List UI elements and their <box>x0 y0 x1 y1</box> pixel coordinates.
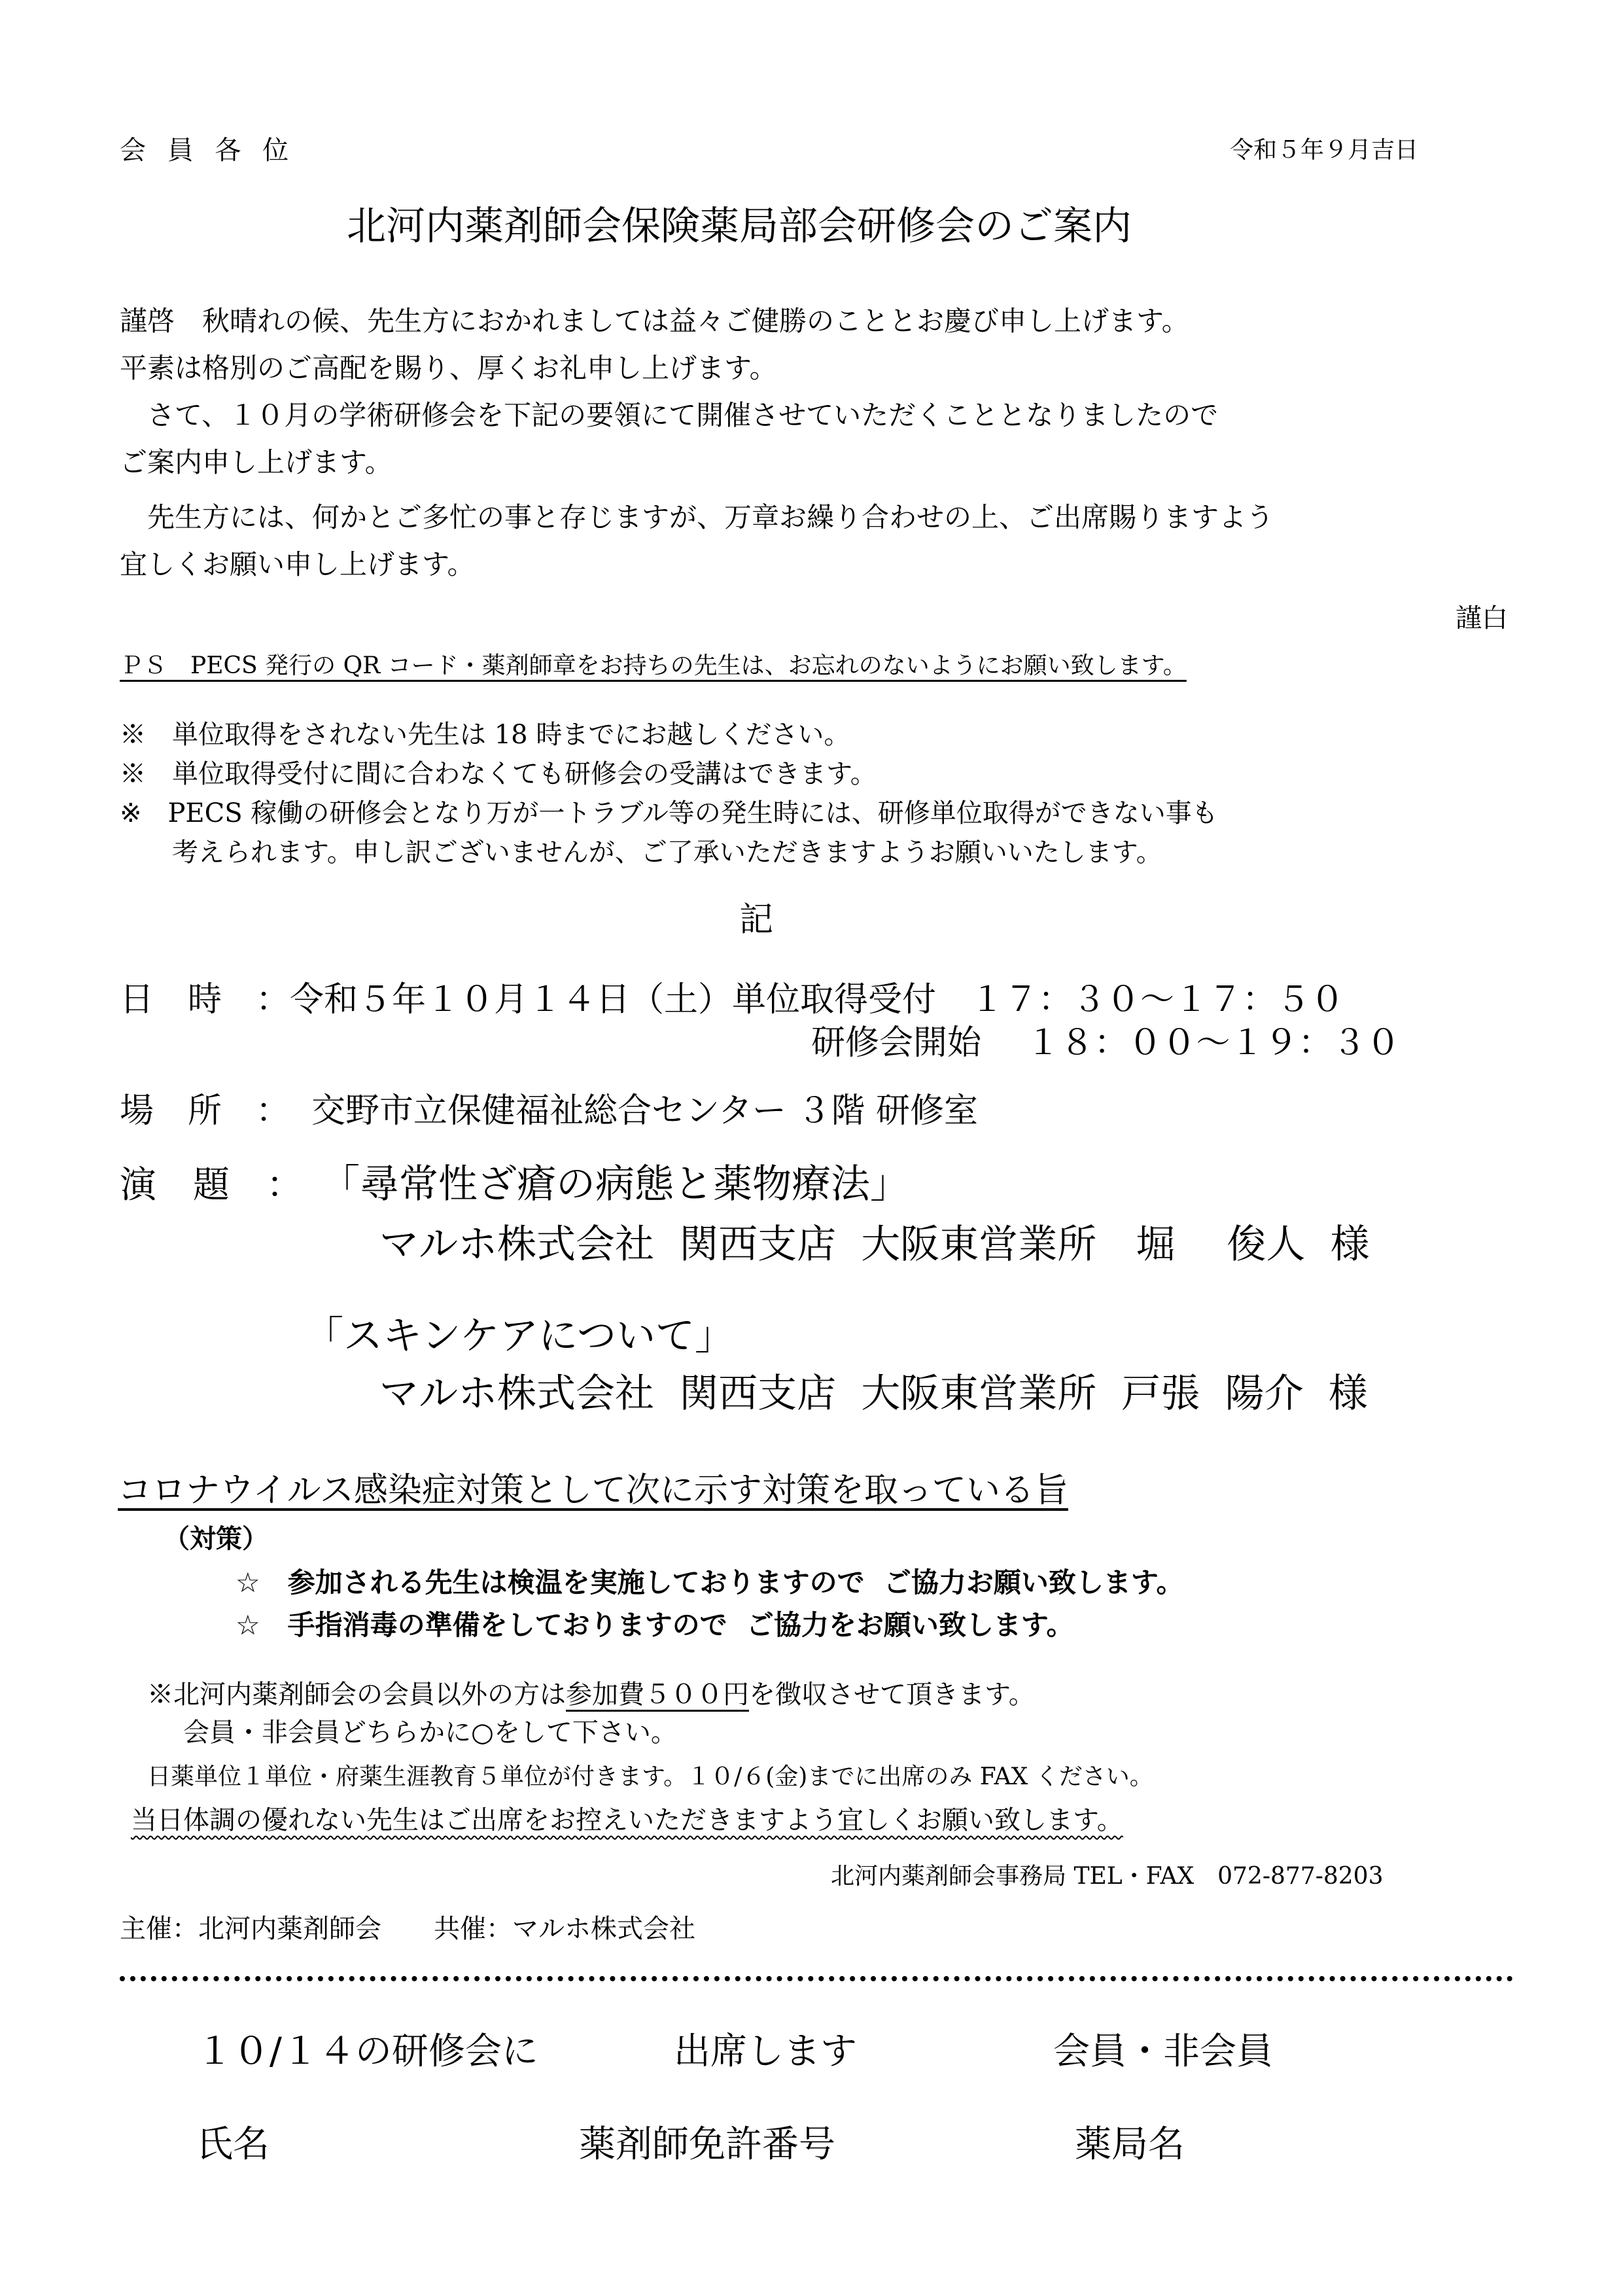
form-pharmacy-field[interactable]: 薬局名 <box>1075 2123 1185 2166</box>
fee-amount: 参加費５００円 <box>566 1680 749 1710</box>
place-value: 交野市立保健福祉総合センター ３階 研修室 <box>311 1091 978 1131</box>
office-contact: 北河内薬剤師会事務局 TEL・FAX 072-877-8203 <box>831 1863 1384 1890</box>
intro-line-1: 謹啓 秋晴れの候、先生方におかれましては益々ご健勝のこととお慶び申し上げます。 <box>120 305 1189 337</box>
intro-line-4: ご案内申し上げます。 <box>120 446 393 478</box>
fee-line <box>147 1682 1035 1708</box>
topic-label: 演 題 ： <box>120 1164 303 1207</box>
covid-heading: コロナウイルス感染症対策として次に示す対策を取っている旨 <box>118 1471 1068 1510</box>
form-attend-option[interactable]: 出席します <box>674 2030 857 2073</box>
covid-item-2: ☆ 手指消毒の準備をしておりますので ご協力をお願い致します。 <box>236 1609 1074 1641</box>
note-2: ※ 単位取得受付に間に合わなくても研修会の受講はできます。 <box>120 759 877 789</box>
note-3-continued: 考えられます。申し訳ございませんが、ご了承いただきますようお願いいたします。 <box>120 838 1162 868</box>
datetime-line: 日 時 ：令和５年１０月１４日（土）単位取得受付 １７：３０～１７：５０ <box>120 980 1345 1019</box>
intro-line-2: 平素は格別のご高配を賜り、厚くお礼申し上げます。 <box>120 352 777 384</box>
form-member-option[interactable]: 会員・非会員 <box>1053 2030 1273 2073</box>
intro-line-3: さて、１０月の学術研修会を下記の要領にて開催させていただくこととなりましたので <box>120 399 1219 431</box>
units-fax-line: 日薬単位１単位・府薬生涯教育５単位が付きます。１０/６(金)までに出席のみ FAX ください。 <box>147 1763 1153 1790</box>
covid-measures-label: （対策） <box>164 1524 268 1554</box>
document-title: 北河内薬剤師会保険薬局部会研修会のご案内 <box>347 203 1132 249</box>
form-license-field[interactable]: 薬剤師免許番号 <box>579 2123 835 2166</box>
datetime-line-2: 研修会開始 １８：００～１９：３０ <box>811 1023 1401 1063</box>
member-circle-instruction: 会員・非会員どちらかに○をして下さい。 <box>183 1718 677 1748</box>
fee-line-prefix: ※北河内薬剤師会の会員以外の方は <box>147 1680 566 1710</box>
document-date: 令和５年９月吉日 <box>1230 137 1419 164</box>
topic-1-speaker: マルホ株式会社 関西支店 大阪東営業所 堀 俊人 様 <box>379 1222 1370 1267</box>
fee-line-suffix: を徴収させて頂きます。 <box>749 1680 1035 1710</box>
health-notice: 当日体調の優れない先生はご出席をお控えいただきますよう宜しくお願い致します。 <box>131 1805 1123 1835</box>
sponsors-line: 主催：北河内薬剤師会 共催：マルホ株式会社 <box>120 1914 695 1944</box>
covid-item-1: ☆ 参加される先生は検温を実施しておりますので ご協力お願い致します。 <box>236 1566 1184 1598</box>
intro-line-6: 宜しくお願い申し上げます。 <box>120 548 475 580</box>
ps-note: ＰＳ PECS 発行の QR コード・薬剤師章をお持ちの先生は、お忘れのないようにお願い致します。 <box>120 652 1187 679</box>
recipient-line: 会 員 各 位 <box>120 135 296 166</box>
topic-2-title: 「スキンケアについて」 <box>304 1313 734 1359</box>
intro-line-5: 先生方には、何かとご多忙の事と存じますが、万章お繰り合わせの上、ご出席賜りますよう <box>120 501 1274 533</box>
closing-word: 謹白 <box>1456 603 1508 633</box>
note-3: ※ PECS 稼働の研修会となり万が一トラブル等の発生時には、研修単位取得ができない事も <box>120 798 1218 828</box>
note-1: ※ 単位取得をされない先生は 18 時までにお越しください。 <box>120 720 850 750</box>
ki-marker: 記 <box>739 900 774 940</box>
form-event-label: １０/１４の研修会に <box>196 2030 538 2073</box>
place-label: 場 所 ： <box>120 1091 290 1131</box>
cut-line-divider <box>120 1976 1513 1981</box>
form-name-field[interactable]: 氏名 <box>196 2123 270 2166</box>
topic-1-title: 「尋常性ざ瘡の病態と薬物療法」 <box>321 1161 909 1207</box>
topic-2-speaker: マルホ株式会社 関西支店 大阪東営業所 戸張 陽介 様 <box>379 1371 1368 1417</box>
